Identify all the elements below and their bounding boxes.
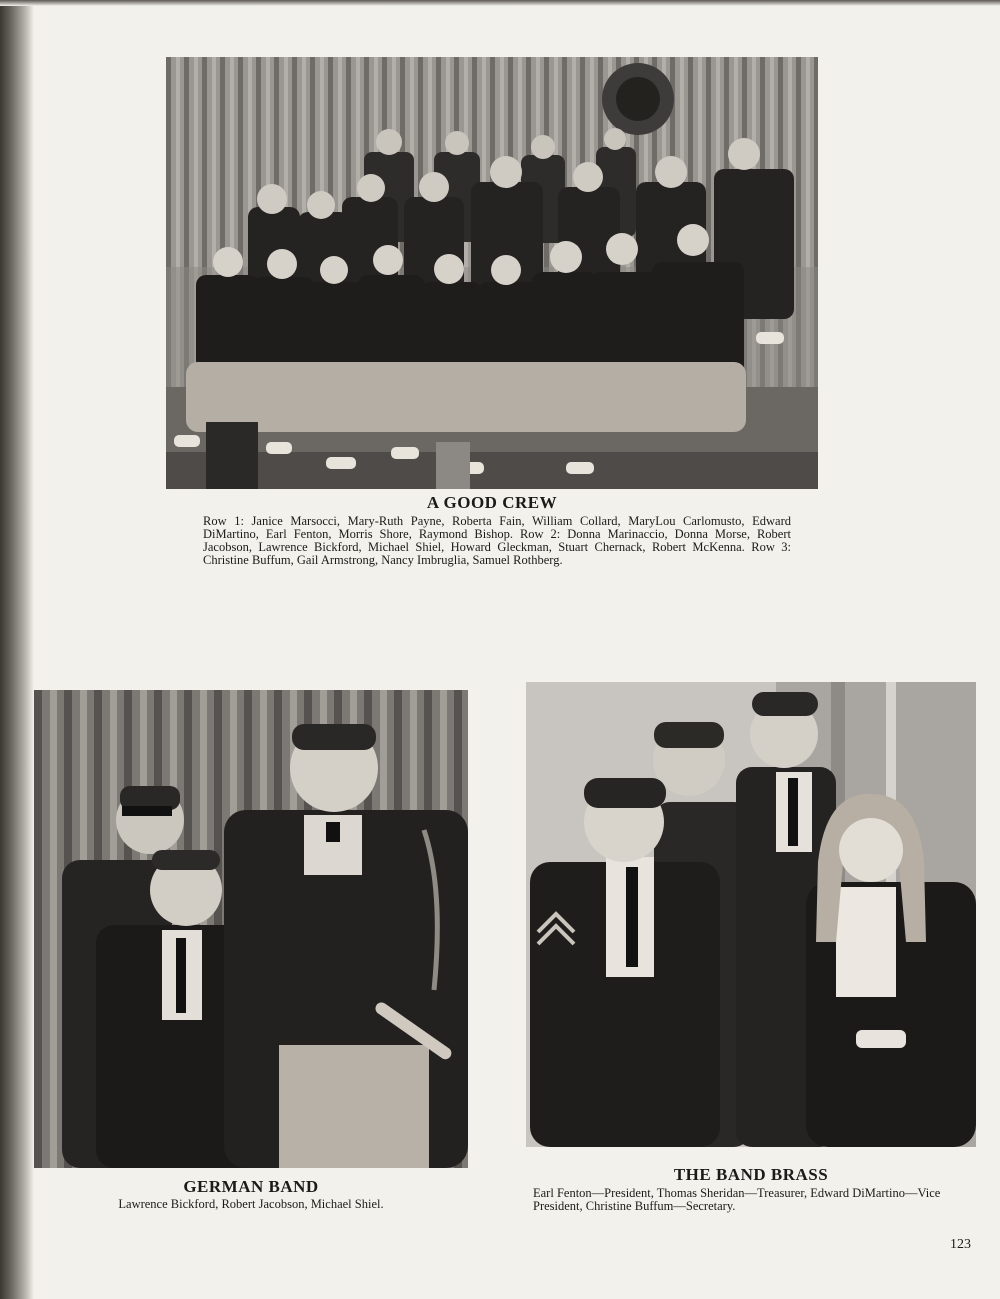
good-crew-caption: Row 1: Janice Marsocci, Mary-Ruth Payne, Roberta Fain, William Collard, MaryLou Carlomusto, Edward DiMartino, Earl Fenton, Morris Shore, Raymond Bishop. Row 2: Donna Marinaccio, Donna Morse, Robert Jacobson, Lawrence Bickford, Michael Shiel, Howard Gleckman, Stuart Chernack, Robert McKenna. Row 3: Christine Buffum, Gail Armstrong, Nancy Imbruglia, Samuel Rothberg. [203,514,791,567]
band-brass-title: THE BAND BRASS [673,1165,829,1184]
german-band-title: GERMAN BAND [183,1177,319,1196]
german-band-caption: Lawrence Bickford, Robert Jacobson, Michael Shiel. [118,1197,384,1211]
german-band-photo [34,690,468,1168]
band-brass-caption: Earl Fenton—President, Thomas Sheridan—Treasurer, Edward DiMartino—Vice President, Christine Buffum—Secretary. [533,1186,941,1213]
good-crew-title: A GOOD CREW [426,493,558,512]
top-edge-shadow [0,0,1000,6]
page-number: 123 [950,1237,971,1252]
good-crew-photo [166,57,818,489]
band-brass-photo [526,682,976,1147]
binding-shadow [0,0,34,1299]
